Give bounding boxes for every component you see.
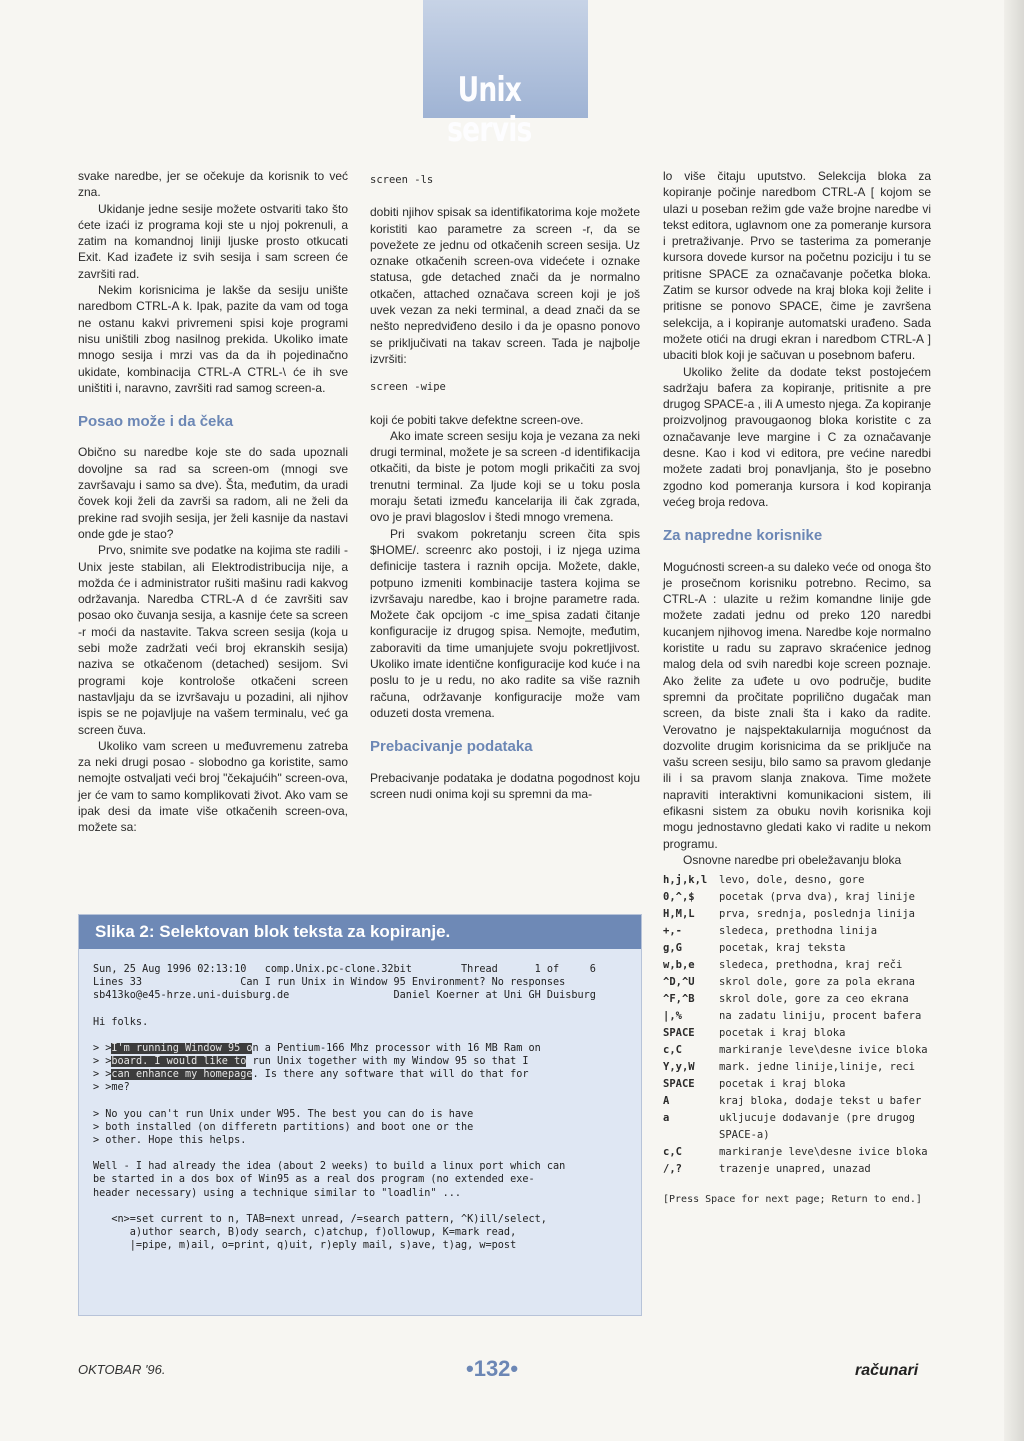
command-key: c,C bbox=[663, 1146, 682, 1159]
command-list bbox=[663, 872, 931, 1178]
command-row bbox=[663, 940, 931, 957]
terminal-line: Well - I had already the idea (about 2 weeks) to build a linux port which can bbox=[93, 1161, 566, 1173]
command-description: SPACE-a) bbox=[719, 1129, 770, 1142]
command-row bbox=[663, 1161, 931, 1178]
command-row bbox=[663, 1076, 931, 1093]
command-row bbox=[663, 906, 931, 923]
selected-text: board. I would like to bbox=[111, 1056, 247, 1068]
command-row bbox=[663, 1093, 931, 1110]
command-description: pocetak, kraj teksta bbox=[719, 942, 846, 955]
paragraph: dobiti njihov spisak sa identifikatorima koje možete koristiti kao parametre za screen -r, da se povežete ze jednu od otkačenih screen sesija. Uz oznake otkačenih screen-ova videćete i oznake statusa, gde detached znači da je normalno otkačen, attached označava screen koji je još uvek vezan za neki terminal, a dead znači da se nešto nepredviđeno desilo i da je opasno ponovo se priključivati na takav screen. Tada je najbolje izvršiti: bbox=[370, 205, 640, 366]
command-row bbox=[663, 1008, 931, 1025]
command-row bbox=[663, 957, 931, 974]
paragraph: Ukoliko vam screen u međuvremenu zatreba za neki drugi posao - slobodno ga koristite, samo nemojte ostvaljati veći broj "čekajućih" screen-ova, jer će vam to samo komplikovati život. Ako vam se ipak desi da imate više otkačenih screen-ova, možete sa: bbox=[78, 738, 348, 835]
terminal-line: > >board. I would like to run Unix together with my Window 95 so that I bbox=[93, 1056, 529, 1068]
paragraph: Prebacivanje podataka je dodatna pogodnost koju screen nudi onima koji su spremni da ma- bbox=[370, 770, 640, 801]
command-key: g,G bbox=[663, 942, 682, 955]
page-number: •132• bbox=[466, 1356, 519, 1381]
figure-box bbox=[78, 914, 642, 1316]
command-key: ^D,^U bbox=[663, 976, 695, 989]
command-description: levo, dole, desno, gore bbox=[719, 874, 865, 887]
terminal-line: > >can enhance my homepage. Is there any software that will do that for bbox=[93, 1069, 529, 1081]
command-key: A bbox=[663, 1095, 670, 1108]
command-row bbox=[663, 1127, 931, 1144]
terminal-line: > both installed (on differetn partitions) and boot one or the bbox=[93, 1121, 474, 1133]
command-description: markiranje leve\desne ivice bloka bbox=[719, 1044, 928, 1057]
command-row bbox=[663, 974, 931, 991]
paragraph: Nekim korisnicima je lakše da sesiju unište naredbom CTRL-A k. Ipak, pazite da vam od toga ne ostanu kakvi privremeni spisi koje programi nisu uništili zbog nasilnog prekida. Ukoliko imate mnogo sesija i mrzi vas da da ih pojedinačno ukidate, kombinacija CTRL-A CTRL-\ će ih sve uništiti i, naravno, završiti rad samog screen-a. bbox=[78, 283, 348, 395]
command-key: ^F,^B bbox=[663, 993, 695, 1006]
command-row bbox=[663, 1042, 931, 1059]
column-3 bbox=[663, 168, 931, 1208]
command-key: SPACE bbox=[663, 1027, 695, 1040]
selected-text: can enhance my homepage bbox=[111, 1069, 253, 1081]
issue-date: OKTOBAR '96. bbox=[78, 1362, 166, 1377]
command-row bbox=[663, 1110, 931, 1127]
command-row bbox=[663, 872, 931, 889]
paragraph: Mogućnosti screen-a su daleko veće od onoga što je prosečnom korisniku potrebno. Recimo, sa CTRL-A : ulazite u režim komandne linije gde možete zadati jednu od preko 120 naredbi kucanjem njihovog imena. Naredbe koje normalno koristite u radu su zapravo skraćenice jednog malog dela od svih naredbi koje screen poznaje. Ako želite za uđete u ovo područje, budite spremni da pročitate poprilično dugačak man screen, da biste znali šta i kako da radite. Verovatno je najspektakularnija mogućnost da dozvolite drugim korisnicima da se priključe na vašu screen sesiju, bilo samo sa pravom gledanje ili i sa pravom slanja znakova. Time možete napraviti interaktivni komunikacioni sistem, ili efikasni sistem za obuku novih korisnika koji mogu jednostavno gledati kako vi radite u nekom programu. bbox=[663, 559, 931, 851]
terminal-line: <n>=set current to n, TAB=next unread, /=search pattern, ^K)ill/select, bbox=[93, 1213, 547, 1225]
terminal-line: header necessary) using a technique similar to "loadlin" ... bbox=[93, 1187, 462, 1199]
command-description: skrol dole, gore za ceo ekrana bbox=[719, 993, 909, 1006]
paragraph: Prvo, snimite sve podatke na kojima ste radili - Unix jeste stabilan, ali Elektrodistribucija nije, a možda će i administrator rušiti mašinu radi kakvog održavanja. Naredba CTRL-A d će završiti sav posao oko čuvanja sesija, a kasnije ćete sa screen -r moći da nastavite. Takva screen sesija (koja u sebi može zadržati veći broj ekranskih sesija) naziva se otkačenom (detached) sesijom. Svi programi koje kontrološe otkačeni screen nastavljaju da se izvršavaju u pozadini, ali njihov ispis se ne pojavljuje na vašem terminalu, već ga screen čuva. bbox=[78, 543, 348, 737]
pager-hint: [Press Space for next page; Return to end.] bbox=[663, 1194, 922, 1206]
terminal-line: sb413ko@e45-hrze.uni-duisburg.de Daniel Koerner at Uni GH Duisburg bbox=[93, 990, 596, 1002]
command-key: h,j,k,l bbox=[663, 874, 708, 887]
command-key: w,b,e bbox=[663, 959, 695, 972]
page-edge-shadow bbox=[1004, 0, 1024, 1441]
magazine-logo: računari bbox=[855, 1362, 919, 1379]
command-row bbox=[663, 991, 931, 1008]
command-description: sledeca, prethodna linija bbox=[719, 925, 878, 938]
command-description: ukljucuje dodavanje (pre drugog bbox=[719, 1112, 915, 1125]
paragraph: Ukoliko želite da dodate tekst postojećem sadržaju bafera za kopiranje, pritisnite a pre drugog SPACE-a , ili A umesto njega. Za kopiranje proizvoljnog pravougaonog bloka koristite c za označavanje leve margine i C za označavanje desne. Kao i kod vi editora, pre većine naredbi možete zadati broj ponavljanja, što je posebno zgodno kod pomeranja kursora i kod kopiranja većeg broja redova. bbox=[663, 364, 931, 509]
command-description: mark. jedne linije,linije, reci bbox=[719, 1061, 915, 1074]
code-line: screen -wipe bbox=[370, 381, 446, 394]
command-description: na zadatu liniju, procent bafera bbox=[719, 1010, 922, 1023]
terminal-line: Sun, 25 Aug 1996 02:13:10 comp.Unix.pc-clone.32bit Thread 1 of 6 bbox=[93, 964, 596, 975]
terminal-line: > >me? bbox=[93, 1082, 130, 1094]
command-description: sledeca, prethodna, kraj reči bbox=[719, 959, 903, 972]
command-key: c,C bbox=[663, 1044, 682, 1057]
section-heading: Prebacivanje podataka bbox=[370, 738, 533, 756]
command-description: pocetak i kraj bloka bbox=[719, 1027, 846, 1040]
command-row bbox=[663, 889, 931, 906]
selected-text: I'm running Window 95 o bbox=[111, 1042, 253, 1054]
terminal-line: Lines 33 Can I run Unix in Window 95 Environment? No responses bbox=[93, 977, 566, 989]
column-2 bbox=[370, 168, 640, 802]
command-description: prva, srednja, poslednja linija bbox=[719, 908, 915, 921]
command-row bbox=[663, 1059, 931, 1076]
paragraph: lo više čitaju uputstvo. Selekcija bloka za kopiranje počinje naredbom CTRL-A [ kojom se ulazi u poseban režim gde važe brojne naredbe vi tekst editora, uglavnom one za pomeranje kursora i pretraživanje. Prvo se tasterima za pomeranje kursora dovede kursor na početnu poziciju i tu se pritisne SPACE za označavanje početka bloka. Zatim se kursor odvede na kraj bloka koji želite i pritisne se ponovo SPACE, čime je završena selekcija, a i kopiranje automatski urađeno. Sada možete otići na drugi ekran i naredbom CTRL-A ] ubaciti blok koji je sačuvan u posebnom baferu. bbox=[663, 169, 931, 363]
command-description: pocetak i kraj bloka bbox=[719, 1078, 846, 1091]
figure-title: Slika 2: Selektovan blok teksta za kopiranje. bbox=[79, 915, 641, 949]
command-description: trazenje unapred, unazad bbox=[719, 1163, 871, 1176]
terminal-line: > No you can't run Unix under W95. The best you can do is have bbox=[93, 1108, 474, 1120]
command-key: Y,y,W bbox=[663, 1061, 695, 1074]
command-row bbox=[663, 1144, 931, 1161]
command-key: a bbox=[663, 1112, 670, 1125]
section-heading: Posao može i da čeka bbox=[78, 413, 234, 431]
command-key: SPACE bbox=[663, 1078, 695, 1091]
command-key: /,? bbox=[663, 1163, 682, 1176]
section-title: Unix servis bbox=[447, 70, 532, 150]
paragraph: Ako imate screen sesiju koja je vezana za neki drugi terminal, možete je sa screen -d identifikacija otkačiti, da biste je potom mogli prikačiti za svoj trenutni terminal. Za ljude koji se u toku posla moraju šetati između kancelarija ili čak zgrada, ovo je pravi blagoslov i štedi mnogo vremena. bbox=[370, 428, 640, 525]
terminal-line: a)uthor search, B)ody search, c)atchup, f)ollowup, K=mark read, bbox=[93, 1227, 517, 1239]
paragraph: Obično su naredbe koje ste do sada upoznali dovoljne sa rad sa screen-om (mnogi sve završavaju i samo sa dve). Šta, međutim, da uradi čovek koji želi da završi sa radom, ali ne želi da prekine rad svojih sesija, jer želi kasnije da nastavi onde gde je stao? bbox=[78, 445, 348, 541]
code-line: screen -ls bbox=[370, 174, 434, 186]
command-key: 0,^,$ bbox=[663, 891, 695, 904]
command-description: pocetak (prva dva), kraj linije bbox=[719, 891, 915, 904]
command-row bbox=[663, 1025, 931, 1042]
terminal-screen bbox=[79, 949, 641, 1252]
paragraph: koji će pobiti takve defektne screen-ove. bbox=[370, 412, 584, 427]
command-description: markiranje leve\desne ivice bloka bbox=[719, 1146, 928, 1159]
column-1 bbox=[78, 168, 348, 836]
command-key: +,- bbox=[663, 925, 682, 938]
terminal-line: > >I'm running Window 95 on a Pentium-166 Mhz processor with 16 MB Ram on bbox=[93, 1042, 541, 1054]
terminal-line: Hi folks. bbox=[93, 1016, 149, 1028]
terminal-line: > other. Hope this helps. bbox=[93, 1135, 247, 1147]
command-description: skrol dole, gore za pola ekrana bbox=[719, 976, 915, 989]
terminal-line: |=pipe, m)ail, o=print, q)uit, r)eply mail, s)ave, t)ag, w=post bbox=[93, 1240, 517, 1252]
section-heading: Za napredne korisnike bbox=[663, 527, 823, 545]
paragraph: svake naredbe, jer se očekuje da korisnik to već zna. bbox=[78, 169, 348, 200]
paragraph: Ukidanje jedne sesije možete ostvariti tako što ćete izaći iz programa koji ste u njoj pokrenuli, a zatim na komandnoj liniji ljuske prosto otkucati Exit. Kad izađete iz svih sesija i sam screen će završiti rad. bbox=[78, 201, 348, 281]
command-key bbox=[663, 1127, 719, 1144]
command-key: H,M,L bbox=[663, 908, 695, 921]
paragraph: Pri svakom pokretanju screen čita spis $HOME/. screenrc ako postoji, i iz njega uzima definicije tastera i raznih opcija. Možete, dakle, potpuno izmeniti kombinacije tastera kojima se izvršavaju naredbe, kao i brojne parametre rada. Možete čak opcijom -c ime_spisa zadati čitanje konfiguracije iz drugog spisa. Nemojte, međutim, zaboraviti da time umanjujete svoju pokretljivost. Ukoliko imate identične konfiguracije kod kuće i na poslu to je u redu, no ako radite sa više raznih računa, održavanje konfiguracije može vam oduzeti dosta vremena. bbox=[370, 526, 640, 720]
command-row bbox=[663, 923, 931, 940]
command-description: kraj bloka, dodaje tekst u bafer bbox=[719, 1095, 922, 1108]
terminal-line: be started in a dos box of Win95 as a real dos program (no extended exe- bbox=[93, 1174, 535, 1186]
command-key: |,% bbox=[663, 1010, 682, 1023]
paragraph: Osnovne naredbe pri obeležavanju bloka bbox=[683, 852, 902, 867]
